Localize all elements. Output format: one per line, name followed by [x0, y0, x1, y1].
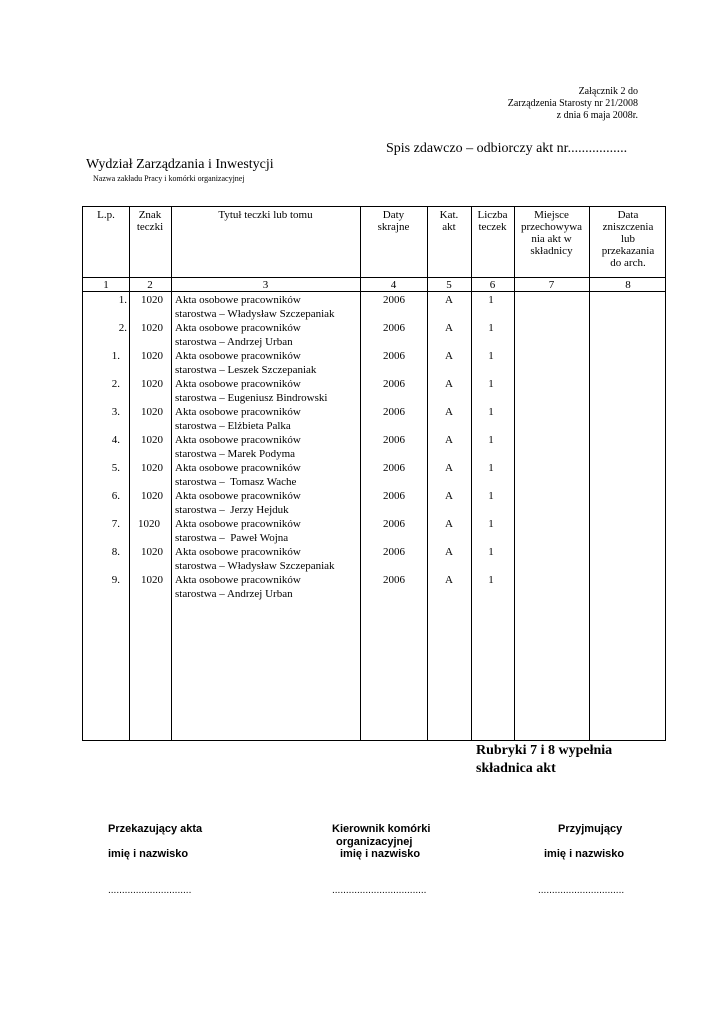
- attachment-line-1: Załącznik 2 do: [578, 86, 638, 97]
- signature-center-title-2: organizacyjnej: [336, 836, 413, 848]
- signature-right-sub: imię i nazwisko: [544, 848, 625, 860]
- attachment-line-3: z dnia 6 maja 2008r.: [556, 110, 638, 121]
- header-znak: Znak teczki: [136, 209, 164, 233]
- colnum-3: 3: [262, 279, 269, 291]
- colnum-7: 7: [548, 279, 555, 291]
- colnum-4: 4: [390, 279, 397, 291]
- colnum-5: 5: [446, 279, 452, 291]
- header-miejsce: Miejsce przechowywa nia akt w składnicy: [520, 209, 583, 257]
- colnum-2: 2: [147, 279, 153, 291]
- table-row: 3. 1020 Akta osobowe pracowników starostwa – Elżbieta Palka 2006 A 1: [111, 406, 494, 432]
- records-table: [82, 206, 666, 741]
- attachment-note: [508, 86, 638, 122]
- signature-center-line: ..................................: [332, 885, 427, 896]
- attachment-line-2: Zarządzenia Starosty nr 21/2008: [507, 98, 638, 109]
- table-row: 1. 1020 Akta osobowe pracowników starostwa – Władysław Szczepaniak 2006 A 1: [118, 294, 494, 320]
- colnum-6: 6: [489, 279, 496, 291]
- table-row: 4. 1020 Akta osobowe pracowników starostwa – Marek Podyma 2006 A 1: [111, 434, 494, 460]
- table-row: 8. 1020 Akta osobowe pracowników starostwa – Władysław Szczepaniak 2006 A 1: [111, 546, 494, 572]
- colnum-1: 1: [103, 279, 109, 291]
- header-data-zniszczenia: Data zniszczenia lub przekazania do arch.: [601, 209, 655, 269]
- table-row: 6. 1020 Akta osobowe pracowników starostwa – Jerzy Hejduk 2006 A 1: [111, 490, 494, 516]
- header-tytul: Tytuł teczki lub tomu: [218, 209, 313, 221]
- signature-left-title: Przekazujący akta: [108, 823, 203, 835]
- table-row: 1. 1020 Akta osobowe pracowników starostwa – Leszek Szczepaniak 2006 A 1: [111, 350, 494, 376]
- table-row: 2. 1020 Akta osobowe pracowników starostwa – Eugeniusz Bindrowski 2006 A 1: [111, 378, 494, 404]
- signature-center-sub: imię i nazwisko: [340, 848, 421, 860]
- table-row: 2. 1020 Akta osobowe pracowników starostwa – Andrzej Urban 2006 A 1: [118, 322, 494, 348]
- signature-center-title-1: Kierownik komórki: [332, 823, 431, 835]
- header-lp: L.p.: [97, 209, 115, 221]
- header-liczba: Liczba teczek: [477, 209, 508, 233]
- signature-left-line: ..............................: [108, 885, 192, 896]
- table-row: 7. 1020 Akta osobowe pracowników starostwa – Paweł Wojna 2006 A 1: [111, 518, 494, 544]
- fill-note: [476, 742, 676, 778]
- department-caption: Nazwa zakładu Pracy i komórki organizacyjnej: [93, 174, 245, 183]
- fill-note-line-1: Rubryki 7 i 8 wypełnia: [476, 743, 613, 758]
- colnum-8: 8: [625, 279, 631, 291]
- signature-left-sub: imię i nazwisko: [108, 848, 189, 860]
- department-name: Wydział Zarządzania i Inwestycji: [86, 157, 274, 172]
- signature-right-line: ...............................: [538, 885, 625, 896]
- table-row: 9. 1020 Akta osobowe pracowników starostwa – Andrzej Urban 2006 A 1: [111, 574, 494, 600]
- signature-right-title: Przyjmujący: [558, 823, 623, 835]
- header-kat: Kat. akt: [439, 209, 459, 233]
- table-row: 5. 1020 Akta osobowe pracowników starostwa – Tomasz Wache 2006 A 1: [111, 462, 494, 488]
- header-daty: Daty skrajne: [377, 209, 410, 233]
- document-title: Spis zdawczo – odbiorczy akt nr.................: [386, 141, 628, 156]
- fill-note-line-2: składnica akt: [476, 761, 556, 776]
